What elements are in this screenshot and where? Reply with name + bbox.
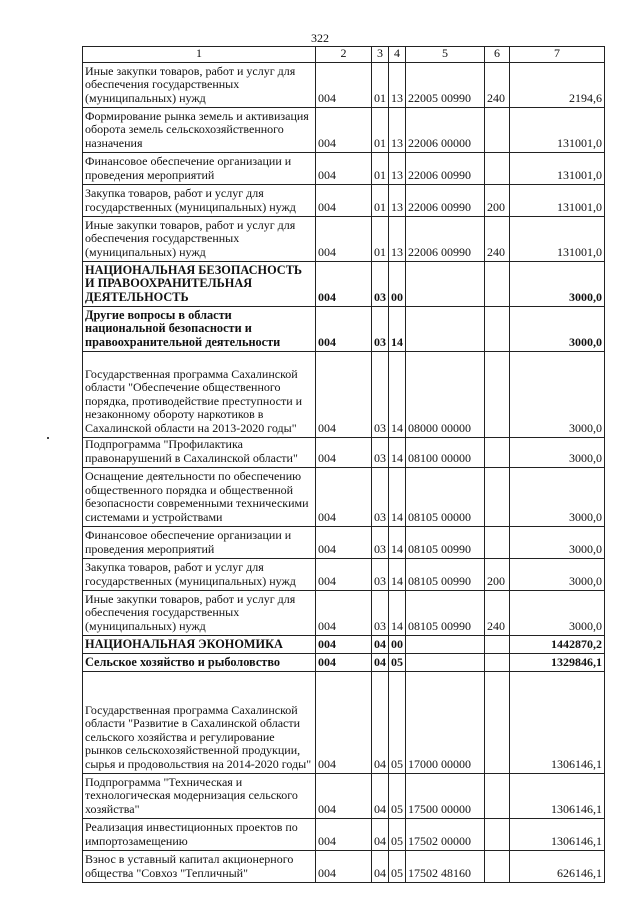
row-code-section: 03 <box>372 590 389 635</box>
column-header-7: 7 <box>510 47 605 63</box>
row-code-ministry: 004 <box>316 306 372 351</box>
row-code-subsection: 13 <box>389 152 406 184</box>
scan-artifact-dot <box>47 437 49 439</box>
row-code-target: 17000 00000 <box>406 671 485 773</box>
row-amount: 131001,0 <box>510 152 605 184</box>
row-code-section: 04 <box>372 850 389 882</box>
row-code-target: 22006 00990 <box>406 152 485 184</box>
row-code-target: 08105 00000 <box>406 467 485 526</box>
row-code-target: 17502 00000 <box>406 818 485 850</box>
row-code-expense-type <box>485 107 510 152</box>
table-row <box>83 653 605 671</box>
row-code-ministry: 004 <box>316 107 372 152</box>
row-amount: 1442870,2 <box>510 635 605 653</box>
row-amount: 1329846,1 <box>510 653 605 671</box>
row-name: Другие вопросы в области национальной безопасности и правоохранительной деятельности <box>83 306 316 351</box>
row-amount: 3000,0 <box>510 590 605 635</box>
table-row <box>83 152 605 184</box>
row-amount: 2194,6 <box>510 62 605 107</box>
table-row <box>83 306 605 351</box>
row-code-ministry: 004 <box>316 850 372 882</box>
row-code-section: 01 <box>372 184 389 216</box>
row-code-expense-type <box>485 526 510 558</box>
row-code-ministry: 004 <box>316 635 372 653</box>
row-amount: 3000,0 <box>510 306 605 351</box>
row-code-expense-type <box>485 306 510 351</box>
row-code-section: 04 <box>372 818 389 850</box>
row-code-subsection: 13 <box>389 184 406 216</box>
table-row <box>83 107 605 152</box>
table-row <box>83 850 605 882</box>
row-code-ministry: 004 <box>316 261 372 306</box>
row-name: Финансовое обеспечение организации и проведения мероприятий <box>83 526 316 558</box>
table-row <box>83 773 605 818</box>
row-code-section: 03 <box>372 351 389 437</box>
row-code-target: 08105 00990 <box>406 558 485 590</box>
table-row <box>83 635 605 653</box>
row-name: Реализация инвестиционных проектов по импортозамещению <box>83 818 316 850</box>
row-code-target <box>406 261 485 306</box>
row-code-section: 01 <box>372 62 389 107</box>
table-row <box>83 437 605 467</box>
table-row <box>83 467 605 526</box>
row-code-section: 01 <box>372 216 389 261</box>
table-row <box>83 351 605 437</box>
row-amount: 3000,0 <box>510 467 605 526</box>
row-code-subsection: 05 <box>389 653 406 671</box>
page-number: 322 <box>311 31 329 45</box>
row-name: Государственная программа Сахалинской области "Обеспечение общественного порядка, противодействие преступности и незаконному обороту наркотиков в Сахалинской области на 2013-2020 годы" <box>83 351 316 437</box>
row-code-target: 22006 00000 <box>406 107 485 152</box>
row-code-expense-type <box>485 152 510 184</box>
row-code-ministry: 004 <box>316 590 372 635</box>
row-code-target <box>406 306 485 351</box>
row-code-subsection: 05 <box>389 818 406 850</box>
row-code-section: 01 <box>372 107 389 152</box>
table-row <box>83 558 605 590</box>
table-row <box>83 526 605 558</box>
row-name: Иные закупки товаров, работ и услуг для обеспечения государственных (муниципальных) нужд <box>83 590 316 635</box>
row-name: НАЦИОНАЛЬНАЯ ЭКОНОМИКА <box>83 635 316 653</box>
row-code-target <box>406 653 485 671</box>
row-code-subsection: 14 <box>389 351 406 437</box>
row-code-subsection: 00 <box>389 635 406 653</box>
row-code-ministry: 004 <box>316 773 372 818</box>
budget-table <box>82 46 605 883</box>
row-name: Оснащение деятельности по обеспечению общественного порядка и общественной безопасности современными техническими системами и устройствами <box>83 467 316 526</box>
row-code-target: 17500 00000 <box>406 773 485 818</box>
row-code-subsection: 14 <box>389 467 406 526</box>
row-code-expense-type: 240 <box>485 216 510 261</box>
row-amount: 3000,0 <box>510 526 605 558</box>
row-amount: 3000,0 <box>510 558 605 590</box>
table-row <box>83 590 605 635</box>
row-code-expense-type <box>485 653 510 671</box>
row-code-expense-type <box>485 261 510 306</box>
row-code-subsection: 13 <box>389 107 406 152</box>
row-code-target: 08000 00000 <box>406 351 485 437</box>
row-code-section: 03 <box>372 526 389 558</box>
row-amount: 3000,0 <box>510 261 605 306</box>
row-code-section: 04 <box>372 671 389 773</box>
row-code-ministry: 004 <box>316 437 372 467</box>
row-name: Подпрограмма "Техническая и технологическая модернизация сельского хозяйства" <box>83 773 316 818</box>
row-name: Закупка товаров, работ и услуг для государственных (муниципальных) нужд <box>83 558 316 590</box>
row-name: Финансовое обеспечение организации и проведения мероприятий <box>83 152 316 184</box>
row-code-target: 08105 00990 <box>406 590 485 635</box>
row-code-ministry: 004 <box>316 558 372 590</box>
column-header-2: 2 <box>316 47 372 63</box>
column-header-3: 3 <box>372 47 389 63</box>
row-code-target: 17502 48160 <box>406 850 485 882</box>
table-row <box>83 62 605 107</box>
table-row <box>83 671 605 773</box>
row-code-section: 03 <box>372 261 389 306</box>
row-code-subsection: 14 <box>389 306 406 351</box>
row-code-expense-type <box>485 773 510 818</box>
row-code-expense-type <box>485 850 510 882</box>
row-amount: 131001,0 <box>510 107 605 152</box>
row-code-target: 08100 00000 <box>406 437 485 467</box>
row-amount: 131001,0 <box>510 216 605 261</box>
column-header-4: 4 <box>389 47 406 63</box>
row-code-expense-type <box>485 351 510 437</box>
row-code-subsection: 14 <box>389 526 406 558</box>
row-code-section: 04 <box>372 635 389 653</box>
table-row <box>83 261 605 306</box>
row-code-section: 04 <box>372 653 389 671</box>
row-amount: 626146,1 <box>510 850 605 882</box>
row-code-ministry: 004 <box>316 467 372 526</box>
row-code-expense-type <box>485 437 510 467</box>
row-code-ministry: 004 <box>316 62 372 107</box>
row-code-section: 03 <box>372 306 389 351</box>
row-code-subsection: 05 <box>389 671 406 773</box>
table-row <box>83 184 605 216</box>
row-code-subsection: 05 <box>389 773 406 818</box>
row-name: Иные закупки товаров, работ и услуг для обеспечения государственных (муниципальных) нужд <box>83 216 316 261</box>
column-header-6: 6 <box>485 47 510 63</box>
row-code-expense-type: 240 <box>485 62 510 107</box>
row-code-ministry: 004 <box>316 184 372 216</box>
row-code-expense-type <box>485 467 510 526</box>
row-amount: 3000,0 <box>510 351 605 437</box>
row-name: Сельское хозяйство и рыболовство <box>83 653 316 671</box>
row-code-section: 03 <box>372 558 389 590</box>
row-code-ministry: 004 <box>316 671 372 773</box>
row-code-ministry: 004 <box>316 653 372 671</box>
row-code-expense-type <box>485 635 510 653</box>
row-code-section: 03 <box>372 467 389 526</box>
row-code-subsection: 14 <box>389 590 406 635</box>
row-code-subsection: 05 <box>389 850 406 882</box>
row-amount: 1306146,1 <box>510 818 605 850</box>
row-amount: 1306146,1 <box>510 671 605 773</box>
row-code-subsection: 13 <box>389 62 406 107</box>
row-code-expense-type <box>485 818 510 850</box>
table-row <box>83 818 605 850</box>
row-amount: 1306146,1 <box>510 773 605 818</box>
row-code-ministry: 004 <box>316 216 372 261</box>
row-code-expense-type <box>485 671 510 773</box>
row-code-subsection: 00 <box>389 261 406 306</box>
row-amount: 3000,0 <box>510 437 605 467</box>
row-code-ministry: 004 <box>316 152 372 184</box>
row-code-target: 22006 00990 <box>406 216 485 261</box>
table-header-row <box>83 47 605 63</box>
row-code-section: 04 <box>372 773 389 818</box>
row-name: Иные закупки товаров, работ и услуг для обеспечения государственных (муниципальных) нужд <box>83 62 316 107</box>
row-code-section: 03 <box>372 437 389 467</box>
row-code-subsection: 14 <box>389 437 406 467</box>
row-code-expense-type: 200 <box>485 184 510 216</box>
row-name: Закупка товаров, работ и услуг для государственных (муниципальных) нужд <box>83 184 316 216</box>
row-code-target: 22006 00990 <box>406 184 485 216</box>
row-amount: 131001,0 <box>510 184 605 216</box>
row-code-expense-type: 240 <box>485 590 510 635</box>
column-header-1: 1 <box>83 47 316 63</box>
row-code-ministry: 004 <box>316 526 372 558</box>
row-code-expense-type: 200 <box>485 558 510 590</box>
row-name: НАЦИОНАЛЬНАЯ БЕЗОПАСНОСТЬ И ПРАВООХРАНИТЕЛЬНАЯ ДЕЯТЕЛЬНОСТЬ <box>83 261 316 306</box>
row-code-subsection: 14 <box>389 558 406 590</box>
row-code-section: 01 <box>372 152 389 184</box>
row-name: Взнос в уставный капитал акционерного общества "Совхоз "Тепличный" <box>83 850 316 882</box>
row-name: Формирование рынка земель и активизация оборота земель сельскохозяйственного назначения <box>83 107 316 152</box>
row-code-ministry: 004 <box>316 818 372 850</box>
row-code-ministry: 004 <box>316 351 372 437</box>
row-code-target <box>406 635 485 653</box>
row-code-subsection: 13 <box>389 216 406 261</box>
row-name: Подпрограмма "Профилактика правонарушений в Сахалинской области" <box>83 437 316 467</box>
row-name: Государственная программа Сахалинской области "Развитие в Сахалинской области сельского хозяйства и регулирование рынков сельскохозяйственной продукции, сырья и продовольствия на 2014-2020 годы" <box>83 671 316 773</box>
row-code-target: 08105 00990 <box>406 526 485 558</box>
table-row <box>83 216 605 261</box>
column-header-5: 5 <box>406 47 485 63</box>
row-code-target: 22005 00990 <box>406 62 485 107</box>
